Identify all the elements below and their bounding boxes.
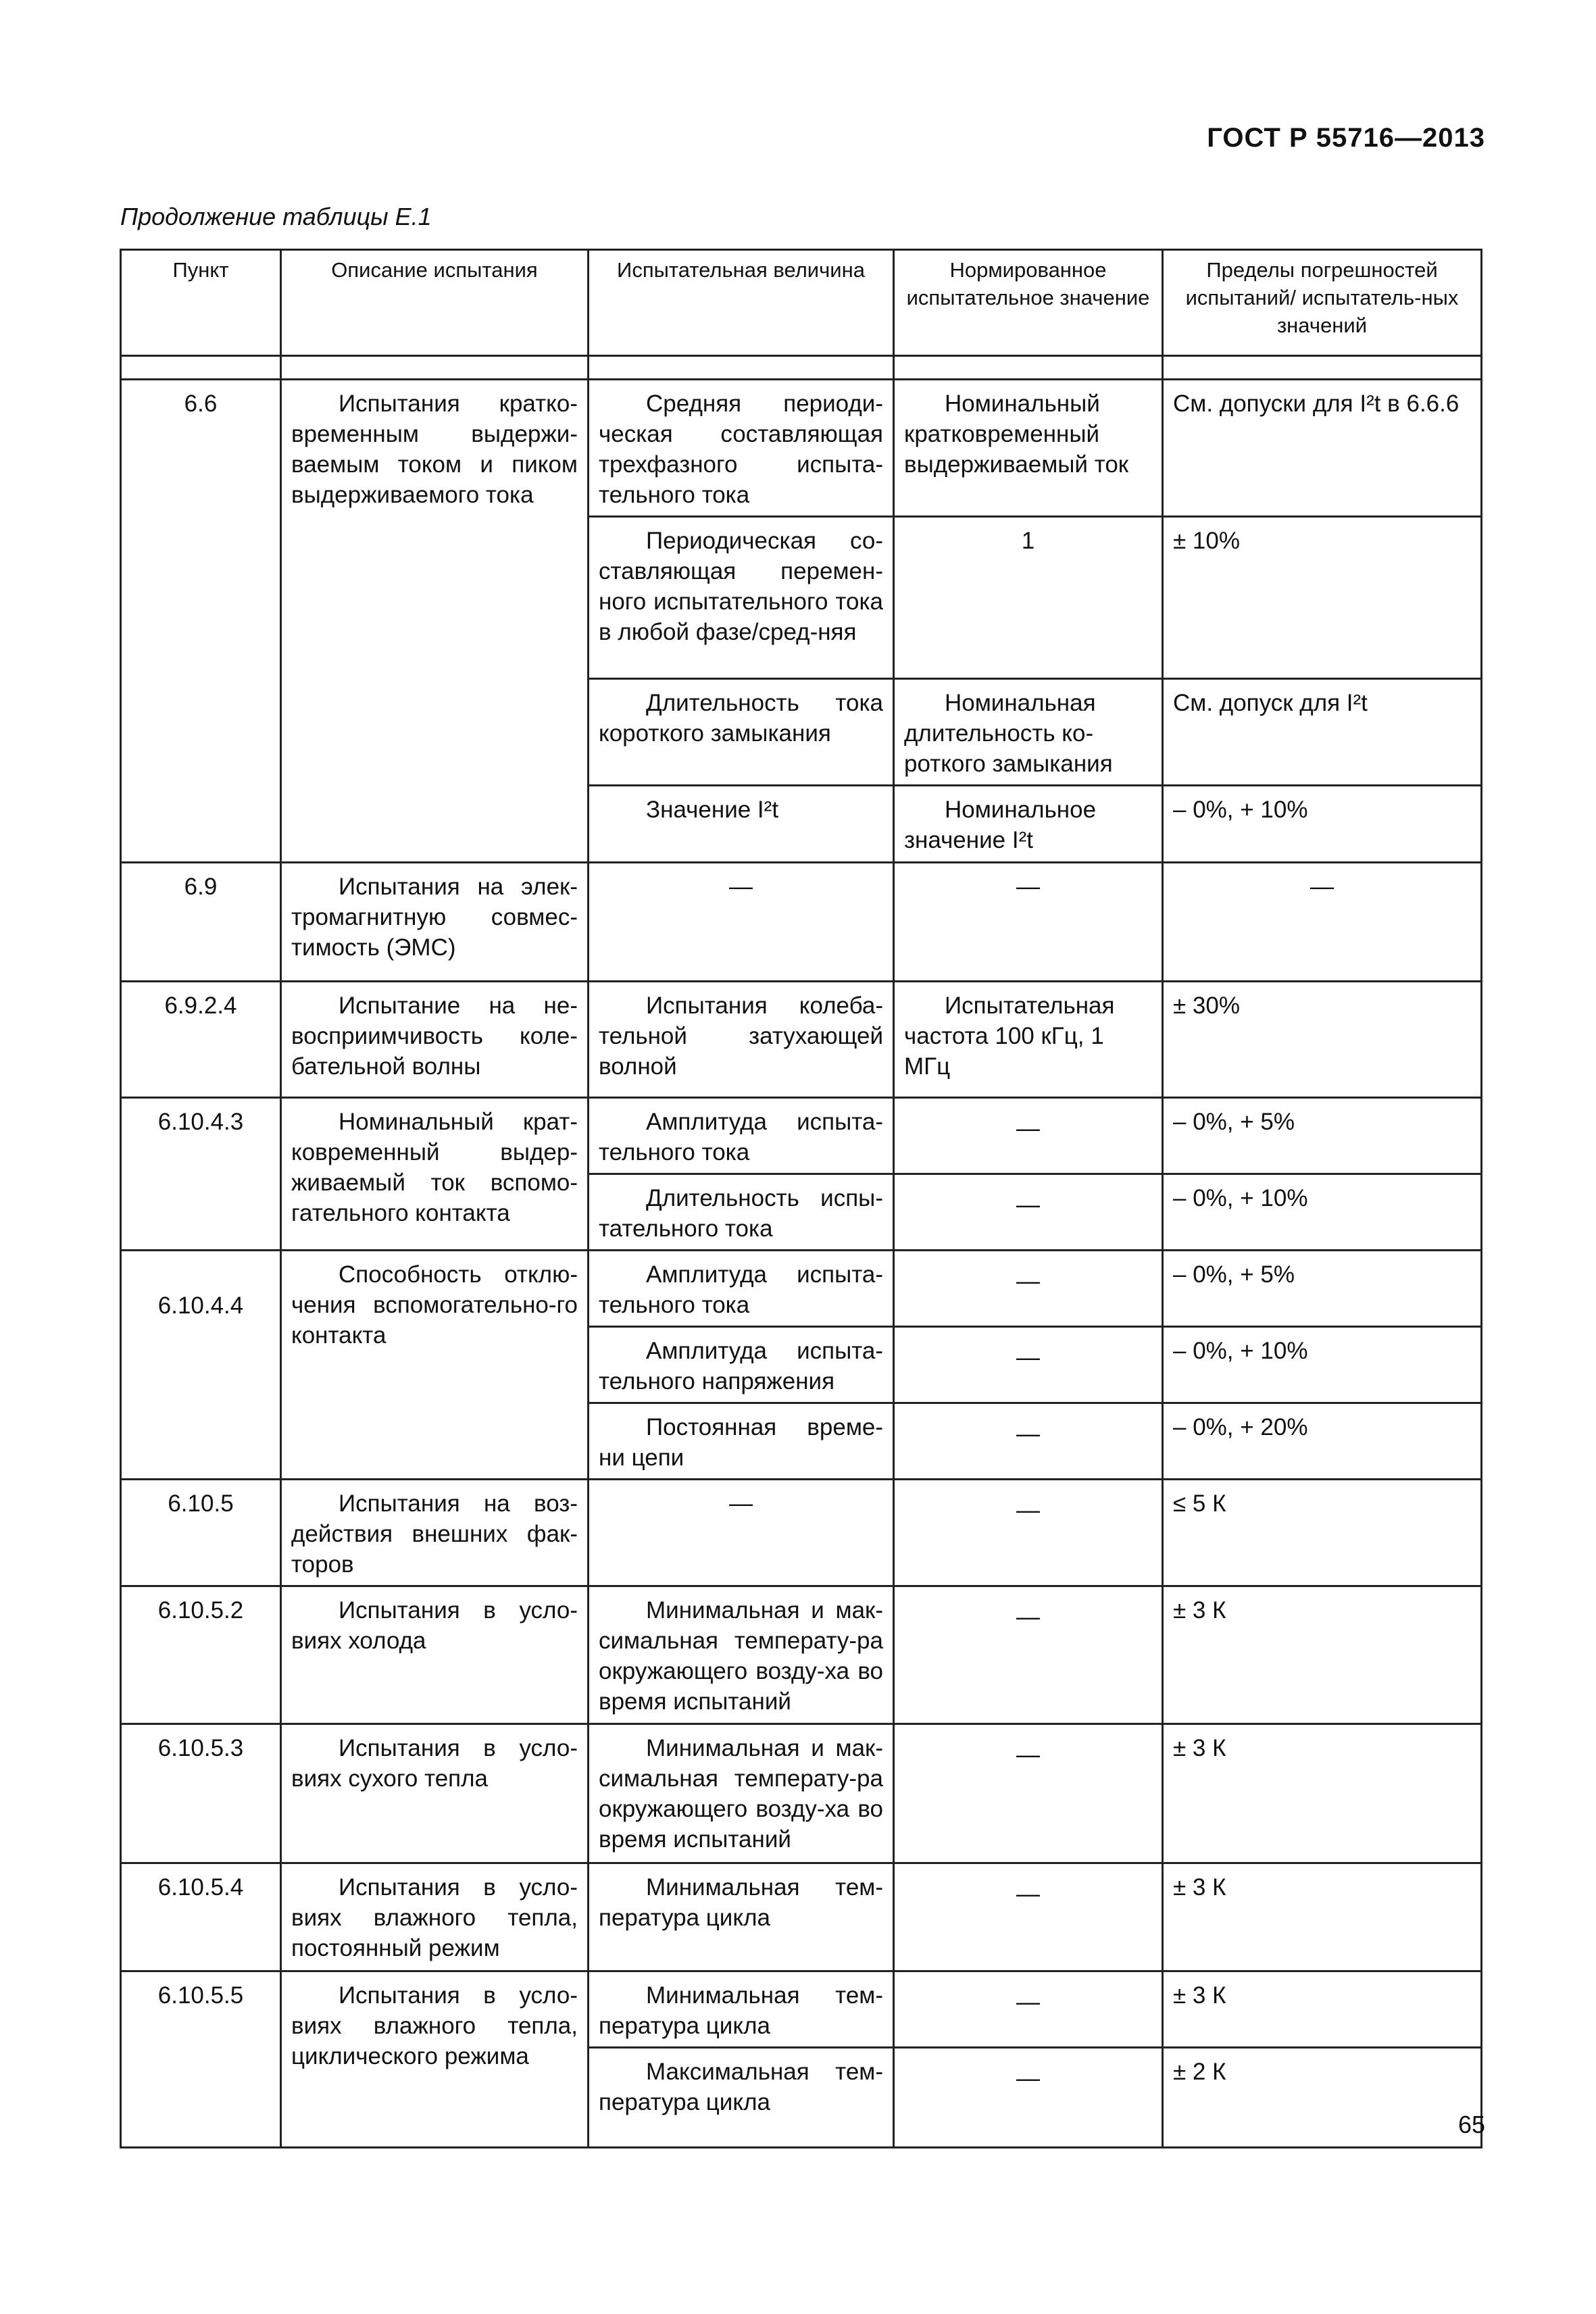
description-cell: Испытания на элек-тромагнитную совмес-тимость (ЭМС) — [281, 863, 589, 982]
table-row — [121, 863, 1482, 982]
limits-cell: – 0%, + 10% — [1163, 1327, 1482, 1403]
description-cell: Испытания в усло-виях холода — [281, 1586, 589, 1724]
quantity-cell: Значение I²t — [589, 786, 894, 863]
table-row — [121, 1724, 1482, 1863]
table-row — [121, 380, 1482, 517]
item-cell: 6.10.5.5 — [121, 1971, 281, 2148]
item-cell: 6.9.2.4 — [121, 982, 281, 1098]
dash-mark: — — [1016, 1742, 1040, 1768]
quantity-cell: Минимальная тем-пература цикла — [589, 1971, 894, 2048]
dash-mark: — — [1016, 1604, 1040, 1630]
header-separator — [121, 356, 1482, 380]
quantity-cell: Минимальная и мак-симальная температу-ра окружающего возду-ха во время испытаний — [589, 1724, 894, 1863]
item-cell: 6.10.4.3 — [121, 1098, 281, 1251]
quantity-cell: Максимальная тем-пература цикла — [589, 2048, 894, 2148]
dash-mark: — — [1016, 1989, 1040, 2015]
description-cell: Испытания в усло-виях влажного тепла, циклического режима — [281, 1971, 589, 2148]
description-cell: Номинальный крат-ковременный выдер-живаемый ток вспомо-гательного контакта — [281, 1098, 589, 1251]
column-header-description: Описание испытания — [281, 250, 589, 356]
quantity-cell: Испытания колеба-тельной затухающей волной — [589, 982, 894, 1098]
limits-cell: ± 10% — [1163, 517, 1482, 679]
item-cell: 6.9 — [121, 863, 281, 982]
rated-value-cell: Номинальная длительность ко-роткого замыкания — [894, 679, 1163, 786]
quantity-cell: Минимальная и мак-симальная температу-ра окружающего возду-ха во время испытаний — [589, 1586, 894, 1724]
quantity-cell: Амплитуда испыта-тельного тока — [589, 1098, 894, 1174]
table-row — [121, 1098, 1482, 1174]
limits-cell: — — [1163, 863, 1482, 982]
page-number: 65 — [1457, 2111, 1485, 2138]
item-cell: 6.10.5.3 — [121, 1724, 281, 1863]
limits-cell: ± 3 К — [1163, 1586, 1482, 1724]
quantity-cell: Амплитуда испыта-тельного напряжения — [589, 1327, 894, 1403]
quantity-cell: Средняя периоди-ческая составляющая трехфазного испыта-тельного тока — [589, 380, 894, 517]
item-cell: 6.6 — [121, 380, 281, 863]
limits-cell: ± 30% — [1163, 982, 1482, 1098]
rated-value-cell: 1 — [894, 517, 1163, 679]
dash-mark: — — [1016, 1344, 1040, 1371]
dash-mark: — — [1016, 1192, 1040, 1218]
quantity-cell: Постоянная време-ни цепи — [589, 1403, 894, 1480]
limits-cell: – 0%, + 10% — [1163, 1174, 1482, 1251]
item-cell: 6.10.5 — [121, 1480, 281, 1586]
quantity-cell: Минимальная тем-пература цикла — [589, 1863, 894, 1971]
description-cell: Испытания в усло-виях сухого тепла — [281, 1724, 589, 1863]
dash-mark: — — [1016, 1115, 1040, 1142]
description-cell: Испытание на не-восприимчивость коле-бательной волны — [281, 982, 589, 1098]
test-tolerance-table — [120, 249, 1482, 2148]
table-row — [121, 1971, 1482, 2048]
quantity-cell: — — [589, 1480, 894, 1586]
description-cell: Испытания в усло-виях влажного тепла, постоянный режим — [281, 1863, 589, 1971]
column-header-limits: Пределы погрешностей испытаний/ испытатель-ных значений — [1163, 250, 1482, 356]
rated-value-cell — [894, 1403, 1163, 1480]
dash-mark: — — [1016, 1268, 1040, 1294]
rated-value-cell — [894, 2048, 1163, 2148]
limits-cell: См. допуск для I²t — [1163, 679, 1482, 786]
limits-cell: ≤ 5 К — [1163, 1480, 1482, 1586]
description-cell: Испытания кратко-временным выдержи-ваемым током и пиком выдерживаемого тока — [281, 380, 589, 863]
rated-value-cell: Испытательная частота 100 кГц, 1 МГц — [894, 982, 1163, 1098]
rated-value-cell — [894, 1327, 1163, 1403]
table-row — [121, 1251, 1482, 1327]
rated-value-cell — [894, 1251, 1163, 1327]
limits-cell: – 0%, + 10% — [1163, 786, 1482, 863]
rated-value-cell — [894, 1863, 1163, 1971]
limits-cell: – 0%, + 5% — [1163, 1251, 1482, 1327]
dash-mark: — — [1016, 1421, 1040, 1447]
quantity-cell: Длительность испы-тательного тока — [589, 1174, 894, 1251]
table-row — [121, 1586, 1482, 1724]
table-row — [121, 982, 1482, 1098]
limits-cell: ± 2 К — [1163, 2048, 1482, 2148]
limits-cell: ± 3 К — [1163, 1724, 1482, 1863]
table-row — [121, 1480, 1482, 1586]
limits-cell: См. допуски для I²t в 6.6.6 — [1163, 380, 1482, 517]
item-cell: 6.10.5.4 — [121, 1863, 281, 1971]
table-row — [121, 1863, 1482, 1971]
rated-value-cell — [894, 1174, 1163, 1251]
quantity-cell: Амплитуда испыта-тельного тока — [589, 1251, 894, 1327]
quantity-cell: Периодическая со-ставляющая перемен-ного испытательного тока в любой фазе/сред-няя — [589, 517, 894, 679]
column-header-quantity: Испытательная величина — [589, 250, 894, 356]
rated-value-cell: — — [894, 863, 1163, 982]
column-header-item: Пункт — [121, 250, 281, 356]
column-header-rated-value: Нормированное испытательное значение — [894, 250, 1163, 356]
item-cell: 6.10.5.2 — [121, 1586, 281, 1724]
rated-value-cell — [894, 1480, 1163, 1586]
dash-mark: — — [1016, 1881, 1040, 1907]
limits-cell: ± 3 К — [1163, 1971, 1482, 2048]
limits-cell: – 0%, + 20% — [1163, 1403, 1482, 1480]
item-cell: 6.10.4.4 — [121, 1251, 281, 1480]
rated-value-cell: Номинальный кратковременный выдерживаемый ток — [894, 380, 1163, 517]
description-cell: Способность отклю-чения вспомогательно-го контакта — [281, 1251, 589, 1480]
rated-value-cell — [894, 1586, 1163, 1724]
quantity-cell: Длительность тока короткого замыкания — [589, 679, 894, 786]
rated-value-cell — [894, 1724, 1163, 1863]
dash-mark: — — [1016, 1497, 1040, 1524]
rated-value-cell — [894, 1971, 1163, 2048]
rated-value-cell — [894, 1098, 1163, 1174]
rated-value-cell: Номинальное значение I²t — [894, 786, 1163, 863]
standard-code: ГОСТ Р 55716—2013 — [1207, 123, 1485, 153]
limits-cell: ± 3 К — [1163, 1863, 1482, 1971]
dash-mark: — — [1016, 2065, 1040, 2092]
limits-cell: – 0%, + 5% — [1163, 1098, 1482, 1174]
quantity-cell: — — [589, 863, 894, 982]
table-caption: Продолжение таблицы Е.1 — [120, 203, 432, 230]
description-cell: Испытания на воз-действия внешних фак-торов — [281, 1480, 589, 1586]
